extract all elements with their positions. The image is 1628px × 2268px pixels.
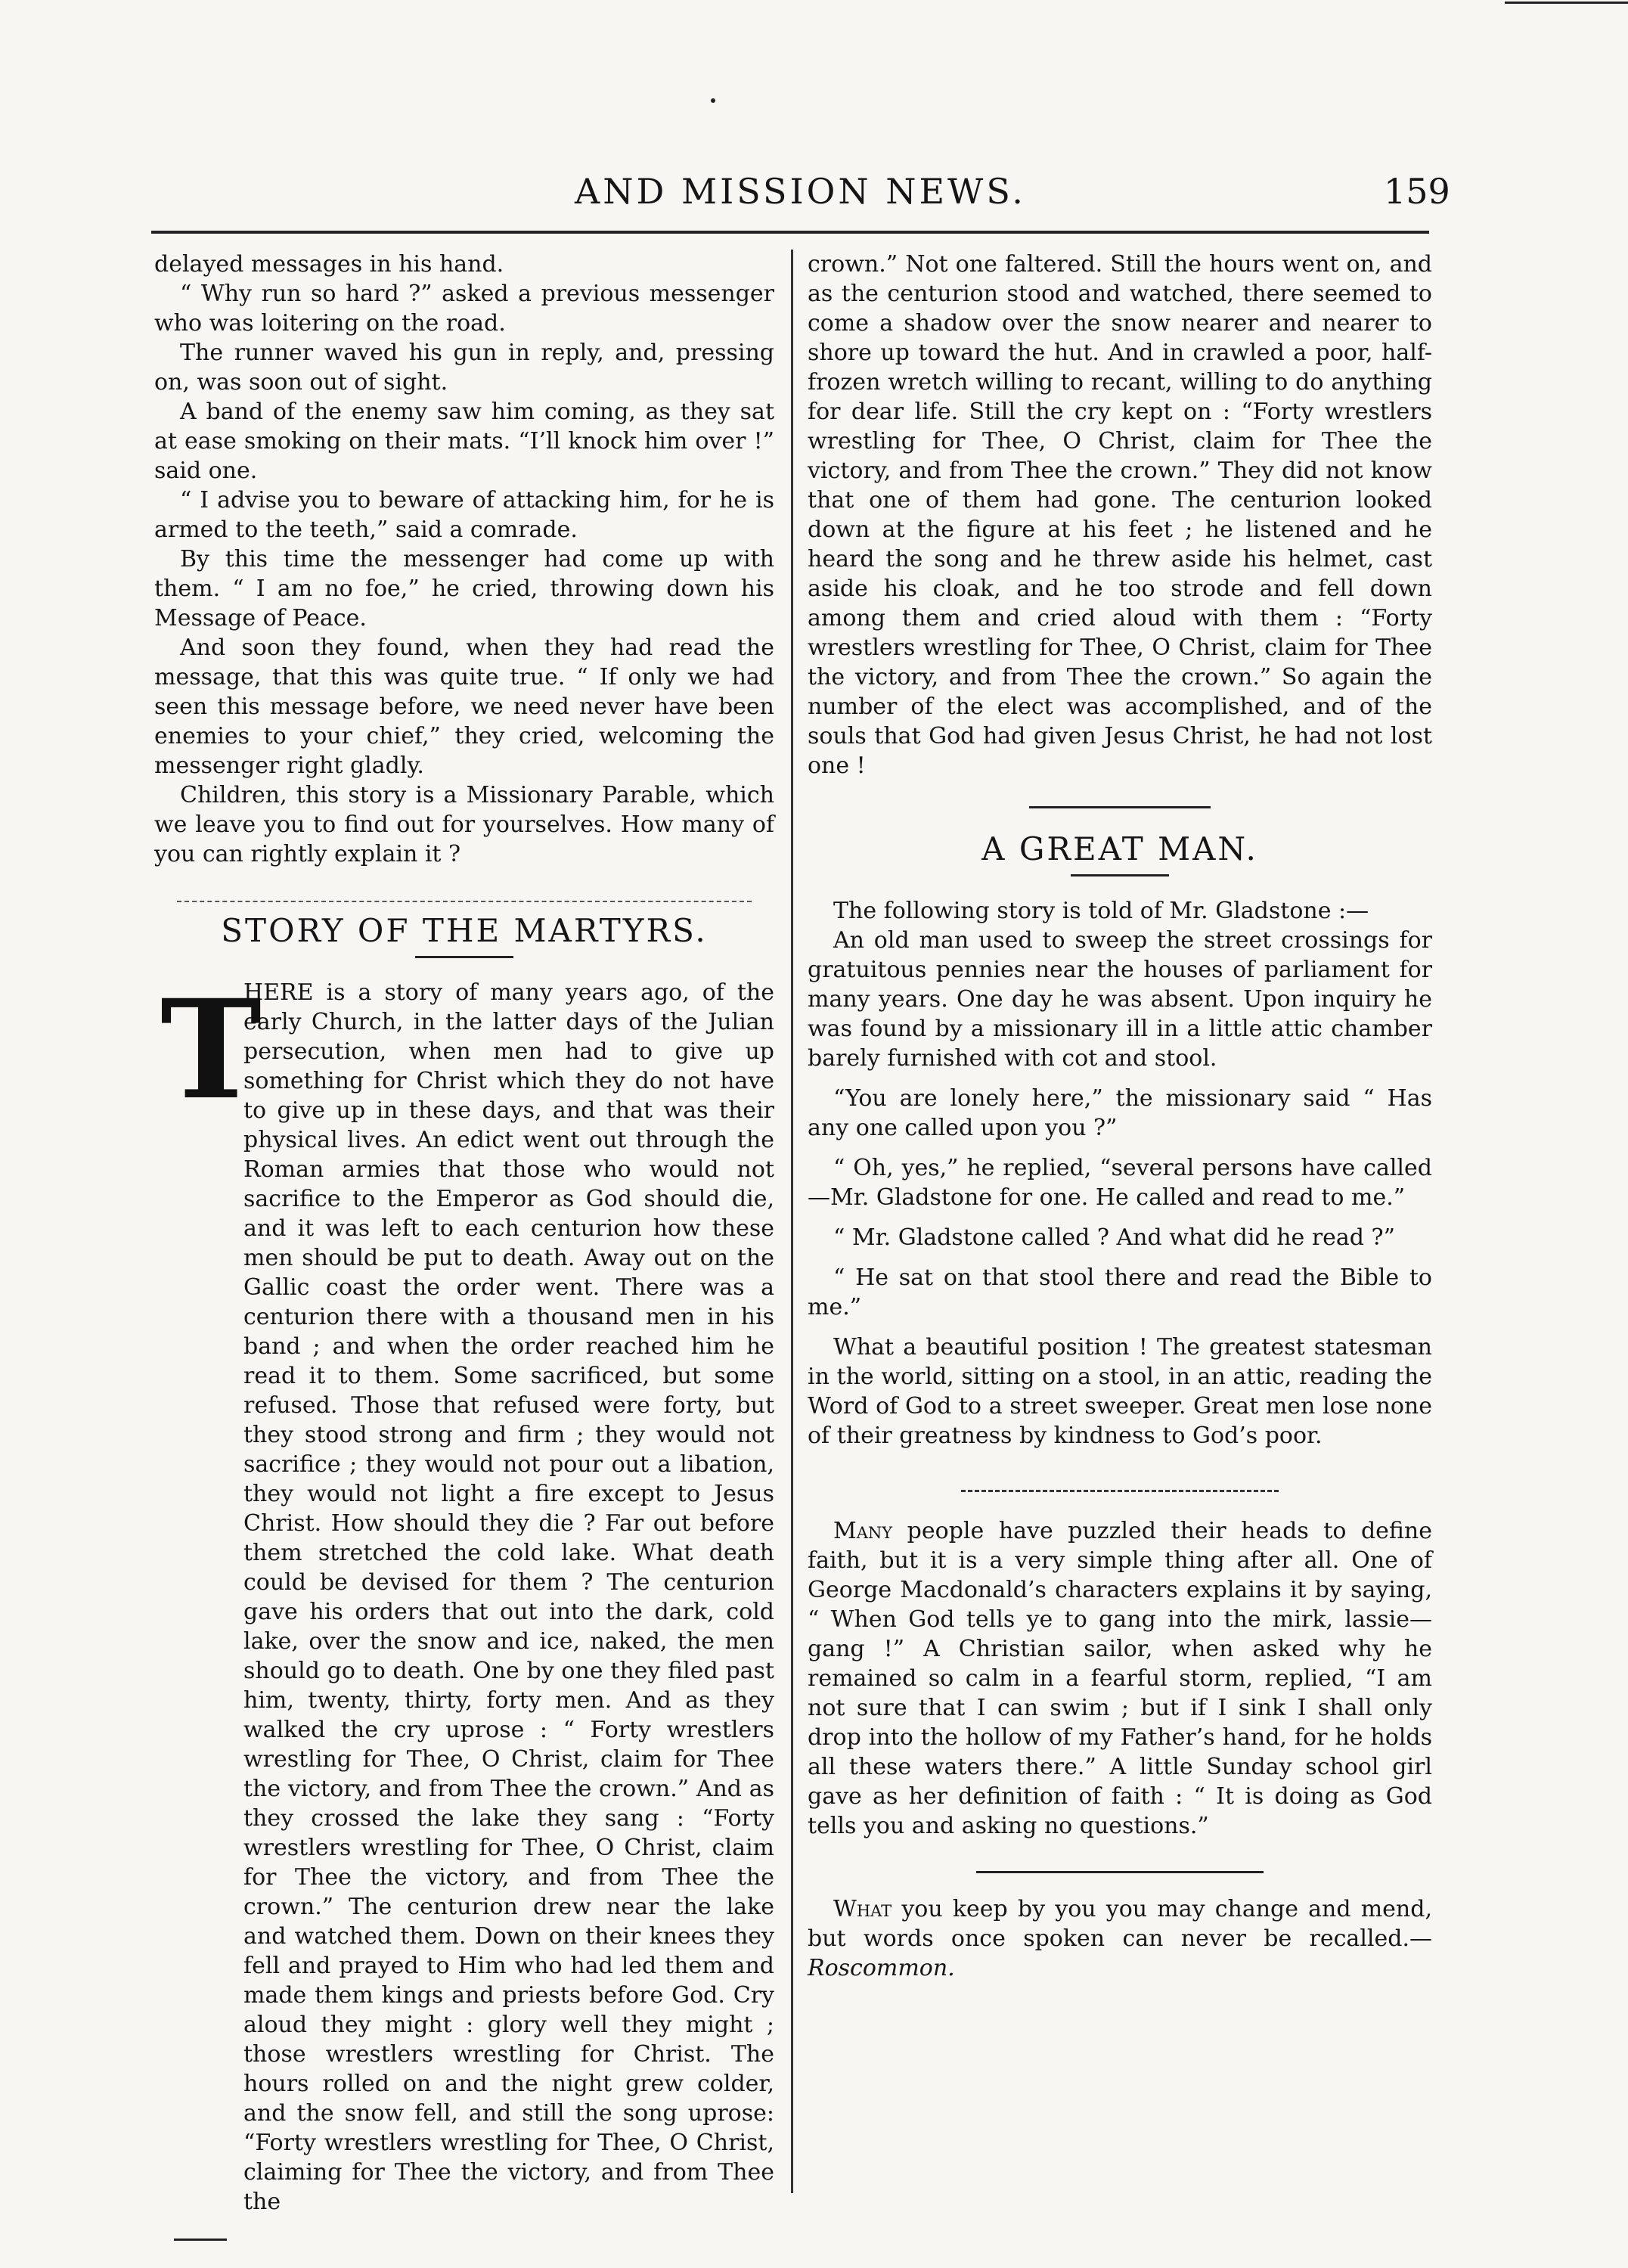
section-separator: [961, 1490, 1279, 1492]
section-separator: [976, 1871, 1264, 1873]
title-rule: [1071, 874, 1169, 876]
paragraph: The runner waved his gun in reply, and, pressing on, was soon out of sight.: [154, 340, 774, 396]
paragraph: And soon they found, when they had read the message, that this was quite true. “ If only we had seen this message before, we need never have been enemies to your chief,” they cried, welcoming the messenger right gladly.: [154, 634, 774, 779]
paragraph: What a beautiful position ! The greatest statesman in the world, sitting on a stool, in an attic, reading the Word of God to a street sweeper. Great men lose none of their greatness by kindness to God’s poor.: [808, 1334, 1432, 1449]
section-separator: [1029, 806, 1211, 808]
section-title-great-man: A GREAT MAN.: [981, 830, 1258, 867]
section-separator: [177, 901, 752, 902]
faith-text: people have puzzled their heads to define faith, but it is a very simple thing after all. One of George Macdonald’s characters explains it by saying, “ When God tells ye to gang into the mirk, lassie—gang !” A Christian sailor, when asked why he remained so calm in a fearful storm, replied, “I am not sure that I can swim ; but if I sink I shall only drop into the hollow of my Father’s hand, for he holds all these waters there.” A little Sunday school girl gave as her definition of faith : “ It is doing as God tells you and asking no questions.”: [808, 1518, 1432, 1839]
header-rule: [151, 231, 1429, 234]
paragraph: The following story is told of Mr. Gladstone :—: [833, 898, 1369, 924]
paragraph: “You are lonely here,” the missionary said “ Has any one called upon you ?”: [808, 1085, 1432, 1141]
paragraph: An old man used to sweep the street crossings for gratuitous pennies near the houses of parliament for many years. One day he was absent. Upon inquiry he was found by a missionary ill in a little attic chamber barely furnished with cot and stool.: [808, 927, 1432, 1072]
paragraph: “ Oh, yes,” he replied, “several persons have called—Mr. Gladstone for one. He called and read to me.”: [808, 1155, 1432, 1211]
paragraph: A band of the enemy saw him coming, as they sat at ease smoking on their mats. “I’ll knock him over !” said one.: [154, 399, 774, 484]
paragraph: “ Mr. Gladstone called ? And what did he read ?”: [833, 1224, 1395, 1251]
martyrs-story: [154, 970, 774, 2217]
paragraph: delayed messages in his hand.: [154, 251, 504, 278]
page-header: [151, 165, 1450, 218]
paragraph: By this time the messenger had come up with them. “ I am no foe,” he cried, throwing down his Message of Peace.: [154, 546, 774, 631]
speck: [711, 98, 715, 103]
paragraph: Children, this story is a Missionary Parable, which we leave you to find out for yourselves. How many of you can rightly explain it ?: [154, 782, 774, 867]
attribution: Roscommon.: [808, 1955, 955, 1981]
running-title: AND MISSION NEWS.: [575, 171, 1026, 212]
column-divider: [791, 250, 793, 2193]
section-title-martyrs: STORY OF THE MARTYRS.: [221, 912, 708, 949]
faith-paragraph: [808, 1516, 1432, 1841]
edge-mark: [1505, 2, 1628, 4]
bottom-mark: [174, 2239, 227, 2241]
words-text: you keep by you you may change and mend, but words once spoken can never be recalled.—: [808, 1896, 1432, 1952]
paragraph: “ Why run so hard ?” asked a previous messenger who was loitering on the road.: [154, 281, 774, 337]
martyrs-body: HERE is a story of many years ago, of the early Church, in the latter days of the Julian persecution, when men had to give up something for Christ which they do not have to give up in these days, and that was their physical lives. An edict went out through the Roman armies that those who would not sacrifice to the Emperor as God should die, and it was left to each centurion how these men should be put to death. Away out on the Gallic coast the order went. There was a centurion there with a thousand men in his band ; and when the order reached him he read it to them. Some sacrificed, but some refused. Those that refused were forty, but they stood strong and firm ; they would not sacrifice ; they would not pour out a libation, they would not light a fire except to Jesus Christ. How should they die ? Far out before them stretched the cold lake. What death could be devised for them ? The centurion gave his orders that out into the dark, cold lake, over the snow and ice, naked, the men should go to death. One by one they filed past him, twenty, thirty, forty men. And as they walked the cry uprose : “ Forty wrestlers wrestling for Thee, O Christ, claim for Thee the victory, and from Thee the crown.” And as they crossed the lake they sang : “Forty wrestlers wrestling for Thee, O Christ, claim for Thee the victory, and from Thee the crown.” The centurion drew near the lake and watched them. Down on their knees they fell and prayed to Him who had led them and made them kings and priests before God. Cry aloud they might : glory well they might ; those wrestlers wrestling for Christ. The hours rolled on and the night grew colder, and the snow fell, and still the song uprose: “Forty wrestlers wrestling for Thee, O Christ, claiming for Thee the victory, and from Thee the: [243, 979, 774, 2215]
paragraph: “ He sat on that stool there and read the Bible to me.”: [808, 1264, 1432, 1320]
lead-word: What: [833, 1896, 892, 1922]
left-column: [154, 250, 774, 2217]
title-rule: [415, 956, 513, 958]
lead-word: Many: [833, 1518, 893, 1544]
martyrs-continued: crown.” Not one faltered. Still the hours went on, and as the centurion stood and watched, there seemed to come a shadow over the snow nearer and nearer to shore up toward the hut. And in crawled a poor, half-frozen wretch willing to recant, willing to do anything for dear life. Still the cry kept on : “Forty wrestlers wrestling for Thee, O Christ, claim for Thee the victory, and from Thee the crown.” They did not know that one of them had gone. The centurion looked down at the figure at his feet ; he listened and he heard the song and he threw aside his helmet, cast aside his cloak, and he too strode and fell down among them and cried aloud with them : “Forty wrestlers wrestling for Thee, O Christ, claim for Thee the victory, and from Thee the crown.” So again the number of the elect was accomplished, and of the souls that God had given Jesus Christ, he had not lost one !: [808, 251, 1432, 779]
drop-cap: T: [160, 970, 262, 1130]
words-paragraph: [808, 1894, 1432, 1983]
page-number: 159: [1384, 171, 1450, 212]
paragraph: “ I advise you to beware of attacking him, for he is armed to the teeth,” said a comrade.: [154, 487, 774, 543]
right-column: [808, 250, 1432, 1983]
